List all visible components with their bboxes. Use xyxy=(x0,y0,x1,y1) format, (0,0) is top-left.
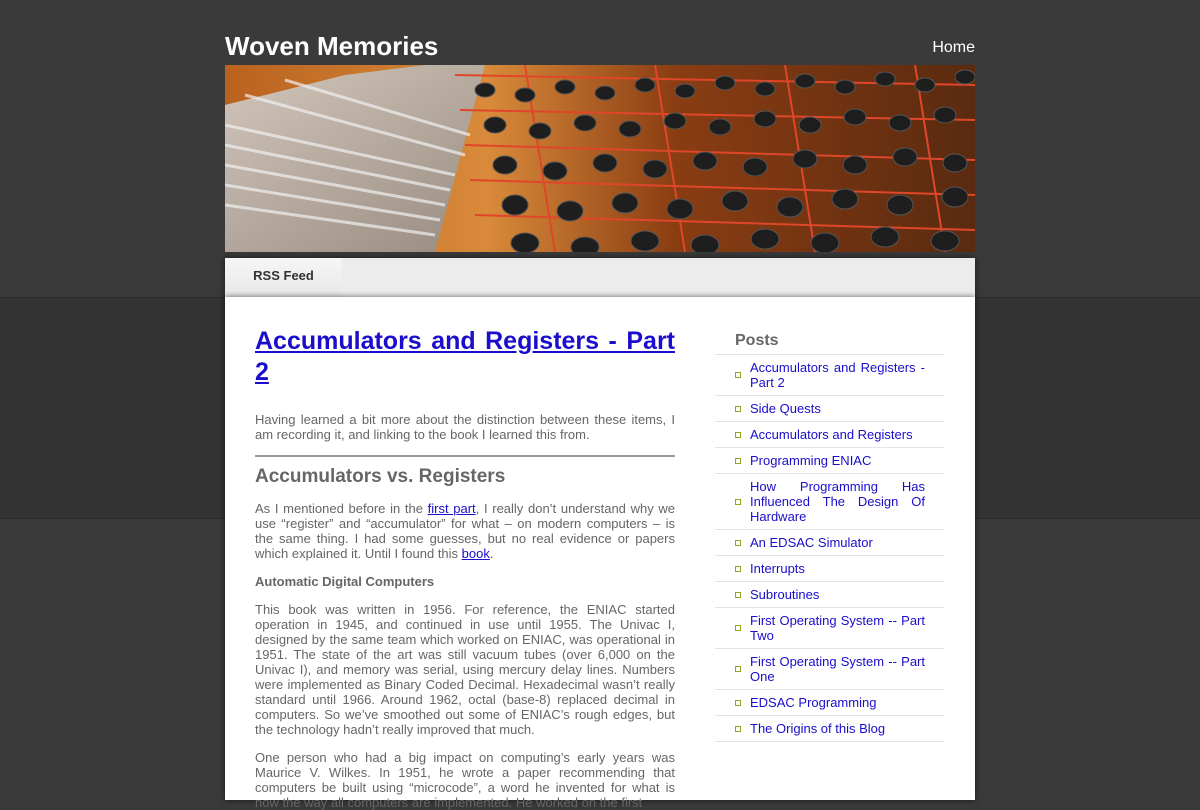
post-list-item[interactable] xyxy=(715,716,944,742)
post-link[interactable]: Interrupts xyxy=(750,561,805,576)
book-link[interactable]: book xyxy=(461,546,490,561)
square-bullet-icon xyxy=(735,540,741,546)
paragraph-2: This book was written in 1956. For reference, the ENIAC started operation in 1945, and continued in use until 1955. The Univac I, designed by the same team which worked on ENIAC, was operational in 1951. The state of the art was still vacuum tubes (over 6,000 on the Univac I), and memory was serial, using mercury delay lines. Numbers were implemented as Binary Coded Decimal. Hexadecimal wasn’t really standard until 1966. Around 1962, octal (base-8) replaced decimal in computers. So we’ve smoothed out some of ENIAC’s rough edges, but the technology hadn’t really improved that much. xyxy=(255,602,675,737)
post-link[interactable]: Accumulators and Registers - Part 2 xyxy=(750,360,925,390)
paragraph-3: One person who had a big impact on computing’s early years was Maurice V. Wilkes. In 1951, he wrote a paper recommending that computers be built using “microcode”, a word he invented for what is now the way all computers are implemented. He worked on the first xyxy=(255,750,675,810)
first-part-link[interactable]: first part xyxy=(427,501,476,516)
post-link[interactable]: An EDSAC Simulator xyxy=(750,535,873,550)
paragraph-1-text-b: , I really don’t understand why we use “register” and “accumulator” for what – on modern computers – is the same thing. I had some guesses, but no real evidence or papers which explained it. Until I found this xyxy=(255,501,675,561)
post-link[interactable]: First Operating System -- Part One xyxy=(750,654,925,684)
post-list-item[interactable] xyxy=(715,448,944,474)
paragraph-1-text-c: . xyxy=(489,546,494,561)
square-bullet-icon xyxy=(735,432,741,438)
post-list-item[interactable] xyxy=(715,649,944,690)
post-title-link[interactable]: Accumulators and Registers - Part 2 xyxy=(255,327,675,386)
post-list-item[interactable] xyxy=(715,355,944,396)
nav-home-link[interactable]: Home xyxy=(932,39,975,56)
square-bullet-icon xyxy=(735,566,741,572)
post-link[interactable]: Side Quests xyxy=(750,401,821,416)
content-area xyxy=(225,297,975,810)
nav-bar xyxy=(225,258,975,297)
post-list-item[interactable] xyxy=(715,396,944,422)
square-bullet-icon xyxy=(735,700,741,706)
post-link[interactable]: Programming ENIAC xyxy=(750,453,872,468)
square-bullet-icon xyxy=(735,625,741,631)
post-article xyxy=(255,326,675,810)
subheading: Automatic Digital Computers xyxy=(255,574,435,589)
paragraph-1-text-a: As I mentioned before in the xyxy=(255,501,428,516)
section-heading: Accumulators vs. Registers xyxy=(255,466,506,487)
site-title[interactable]: Woven Memories xyxy=(225,31,439,61)
post-link[interactable]: How Programming Has Influenced The Design Of Hardware xyxy=(750,479,925,524)
post-link[interactable]: Subroutines xyxy=(750,587,820,602)
post-list-item[interactable] xyxy=(715,690,944,716)
post-link[interactable]: The Origins of this Blog xyxy=(750,721,886,736)
post-list-item[interactable] xyxy=(715,556,944,582)
square-bullet-icon xyxy=(735,726,741,732)
header-image xyxy=(225,65,975,252)
square-bullet-icon xyxy=(735,592,741,598)
square-bullet-icon xyxy=(735,372,741,378)
post-link[interactable]: EDSAC Programming xyxy=(750,695,877,710)
square-bullet-icon xyxy=(735,406,741,412)
post-list-item[interactable] xyxy=(715,422,944,448)
post-link[interactable]: Accumulators and Registers xyxy=(750,427,913,442)
paragraph-1 xyxy=(255,501,675,561)
post-list-item[interactable] xyxy=(715,608,944,649)
sidebar xyxy=(715,332,944,742)
nav-tab-rss-feed[interactable]: RSS Feed xyxy=(225,258,342,297)
post-link[interactable]: First Operating System -- Part Two xyxy=(750,613,925,643)
sidebar-title: Posts xyxy=(735,332,779,349)
post-list-item[interactable] xyxy=(715,530,944,556)
square-bullet-icon xyxy=(735,666,741,672)
post-list-item[interactable] xyxy=(715,582,944,608)
post-intro: Having learned a bit more about the distinction between these items, I am recording it, and linking to the book I learned this from. xyxy=(255,412,675,457)
post-list-item[interactable] xyxy=(715,474,944,530)
square-bullet-icon xyxy=(735,458,741,464)
square-bullet-icon xyxy=(735,499,741,505)
post-list xyxy=(715,354,944,742)
